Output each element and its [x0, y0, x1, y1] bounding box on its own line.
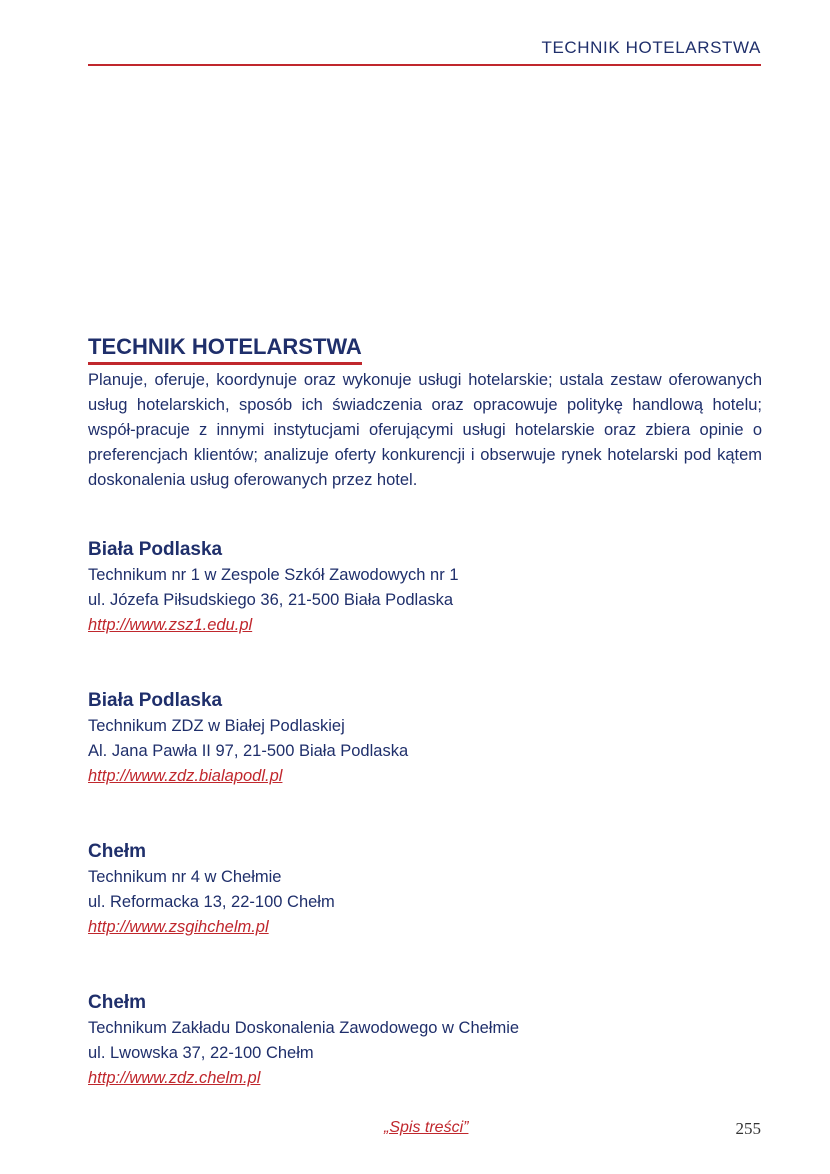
school-city: Biała Podlaska [88, 539, 223, 560]
section-title: TECHNIK HOTELARSTWA [88, 333, 362, 365]
school-list [88, 537, 762, 1141]
school-website-link[interactable]: http://www.zsgihchelm.pl [88, 918, 269, 936]
school-city: Chełm [88, 841, 147, 862]
page-number: 255 [735, 1119, 761, 1138]
table-of-contents-link[interactable]: „Spis treści” [384, 1119, 469, 1136]
school-entry [88, 537, 762, 688]
school-website-link[interactable]: http://www.zdz.chelm.pl [88, 1069, 261, 1087]
header-divider [88, 64, 761, 66]
school-website-link[interactable]: http://www.zdz.bialapodl.pl [88, 767, 283, 785]
page-header-title: TECHNIK HOTELARSTWA [541, 38, 761, 57]
school-city: Biała Podlaska [88, 690, 223, 711]
school-name: Technikum nr 1 w Zespole Szkół Zawodowych nr 1 [88, 566, 459, 584]
school-address: ul. Reformacka 13, 22-100 Chełm [88, 893, 335, 911]
school-city: Chełm [88, 992, 147, 1013]
school-address: ul. Lwowska 37, 22-100 Chełm [88, 1044, 314, 1062]
school-name: Technikum ZDZ w Białej Podlaskiej [88, 717, 345, 735]
school-entry [88, 688, 762, 839]
school-address: Al. Jana Pawła II 97, 21-500 Biała Podlaska [88, 742, 409, 760]
section-description: Planuje, oferuje, koordynuje oraz wykonuje usługi hotelarskie; ustala zestaw oferowanych usług hotelarskich, sposób ich świadczenia oraz opracowuje politykę handlową hotelu; współ-pracuje z innymi instytucjami oferującymi usługi hotelarskie oraz zbiera opinie o preferencjach klientów; analizuje oferty konkurencji i obserwuje rynek hotelarski pod kątem doskonalenia usług oferowanych przez hotel. [88, 371, 762, 489]
occupation-section [88, 333, 762, 493]
school-address: ul. Józefa Piłsudskiego 36, 21-500 Biała Podlaska [88, 591, 454, 609]
school-website-link[interactable]: http://www.zsz1.edu.pl [88, 616, 253, 634]
school-entry [88, 839, 762, 990]
school-name: Technikum nr 4 w Chełmie [88, 868, 282, 886]
school-name: Technikum Zakładu Doskonalenia Zawodowego w Chełmie [88, 1019, 520, 1037]
